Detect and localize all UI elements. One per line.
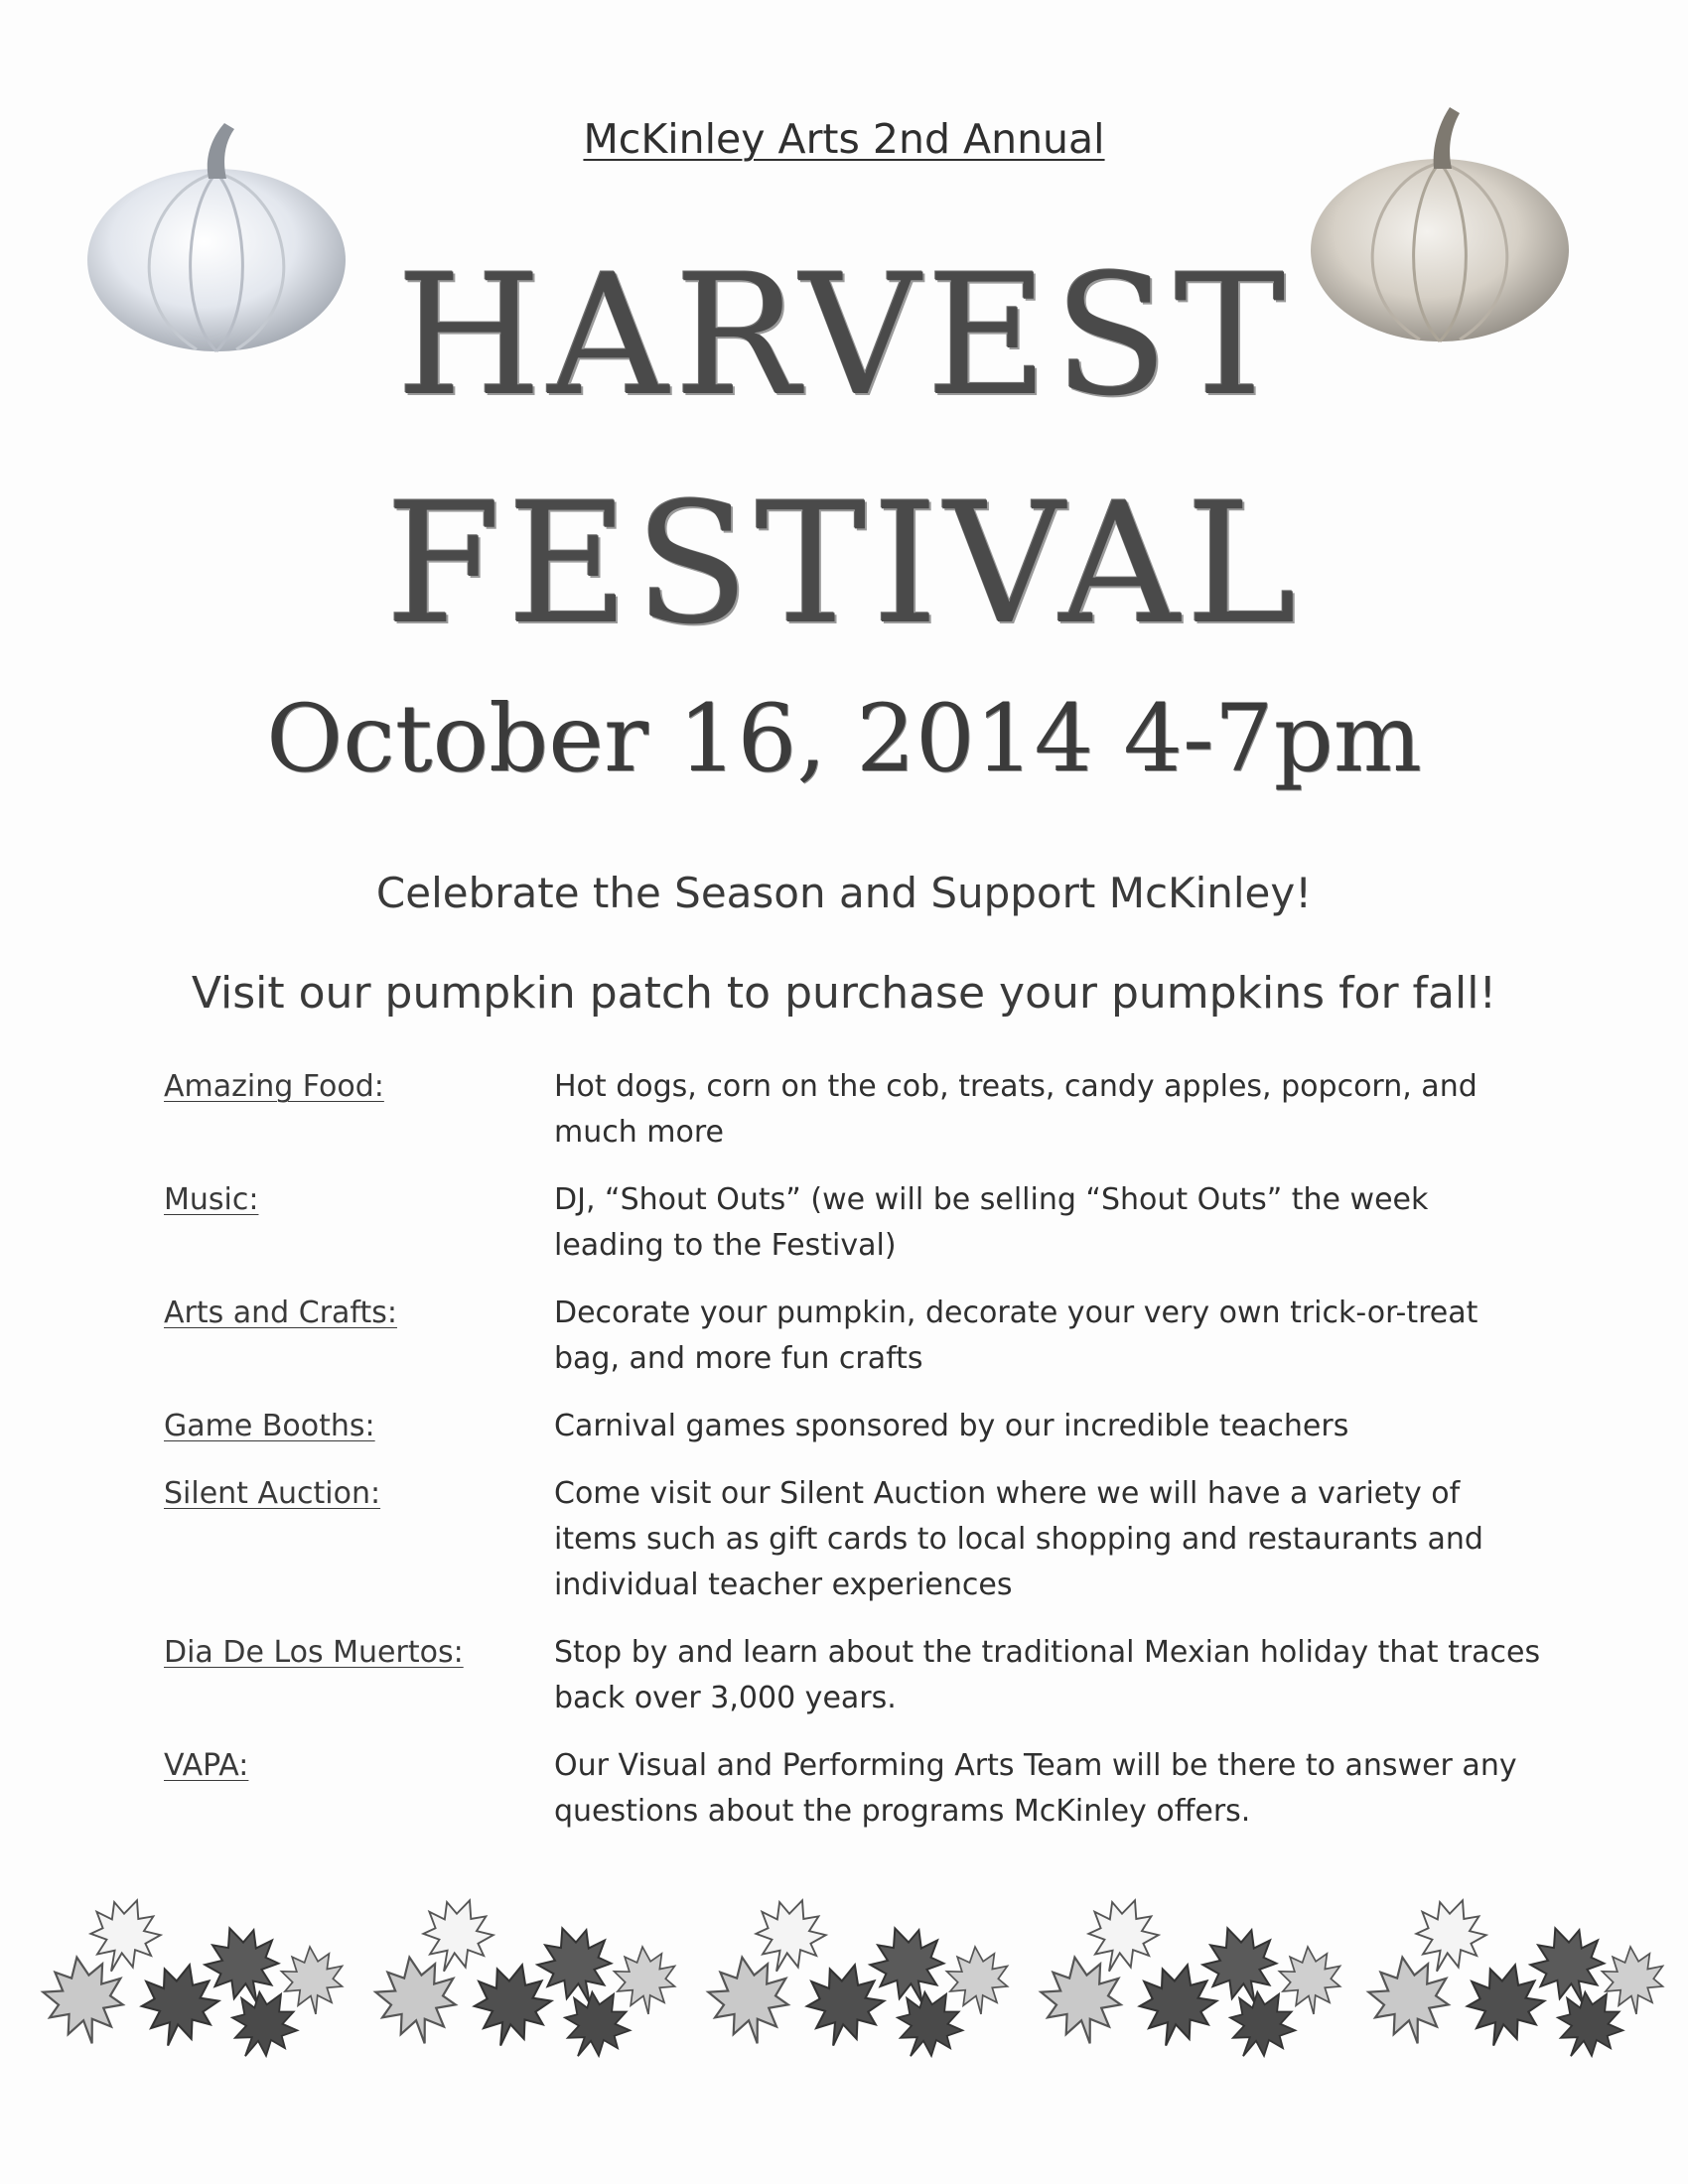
event-description: Come visit our Silent Auction where we will have a variety of items such as gift cards to local shopping and restaurants and individual teacher experiences — [554, 1476, 1483, 1602]
event-label: VAPA: — [164, 1748, 249, 1783]
event-label: Amazing Food: — [164, 1069, 384, 1104]
event-description: Carnival games sponsored by our incredible teachers — [554, 1409, 1349, 1443]
event-label: Music: — [164, 1182, 259, 1217]
event-description: DJ, “Shout Outs” (we will be selling “Shout Outs” the week leading to the Festival) — [554, 1182, 1429, 1263]
list-item — [164, 1404, 1554, 1449]
tagline-pumpkin-patch: Visit our pumpkin patch to purchase your pumpkins for fall! — [191, 968, 1497, 1019]
event-description: Decorate your pumpkin, decorate your very own trick-or-treat bag, and more fun crafts — [554, 1296, 1478, 1376]
list-item — [164, 1743, 1554, 1835]
tagline-celebrate: Celebrate the Season and Support McKinley! — [375, 869, 1313, 917]
event-label: Arts and Crafts: — [164, 1296, 397, 1330]
event-description: Our Visual and Performing Arts Team will be there to answer any questions about the programs McKinley offers. — [554, 1748, 1517, 1829]
event-date-time: October 16, 2014 4-7pm — [266, 685, 1422, 793]
leaf-cluster — [703, 1891, 1011, 2070]
event-label: Silent Auction: — [164, 1476, 381, 1511]
event-description: Stop by and learn about the traditional Mexian holiday that traces back over 3,000 years. — [554, 1635, 1541, 1715]
leaf-cluster — [370, 1891, 678, 2070]
festival-title-line-1: HARVEST — [396, 238, 1292, 433]
event-label: Game Booths: — [164, 1409, 375, 1443]
maple-leaf-border — [20, 1891, 1668, 2070]
leaf-cluster — [1036, 1891, 1343, 2070]
leaf-cluster — [38, 1891, 346, 2070]
event-list — [164, 1064, 1554, 1856]
festival-title-line-2: FESTIVAL — [385, 467, 1303, 661]
list-item — [164, 1630, 1554, 1721]
event-subtitle: McKinley Arts 2nd Annual — [583, 115, 1105, 163]
list-item — [164, 1064, 1554, 1156]
list-item — [164, 1291, 1554, 1382]
event-label: Dia De Los Muertos: — [164, 1635, 464, 1670]
leaf-cluster — [1363, 1891, 1666, 2070]
list-item — [164, 1177, 1554, 1269]
list-item — [164, 1471, 1554, 1608]
event-description: Hot dogs, corn on the cob, treats, candy apples, popcorn, and much more — [554, 1069, 1477, 1150]
